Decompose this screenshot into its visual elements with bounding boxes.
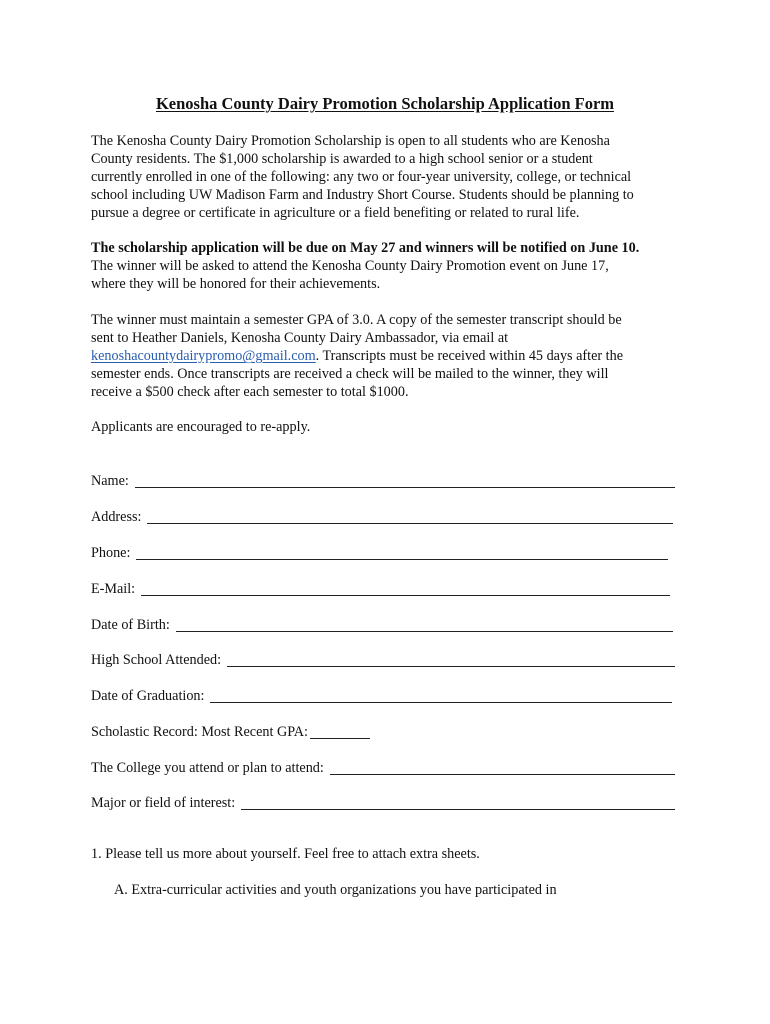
address-field	[91, 506, 673, 526]
intro-line: pursue a degree or certificate in agriculture or a field benefiting or related to rural life.	[91, 205, 580, 221]
intro-paragraph	[91, 132, 691, 222]
gpa-line: sent to Heather Daniels, Kenosha County Dairy Ambassador, via email at	[91, 330, 509, 346]
phone-field	[91, 542, 668, 562]
major-field	[91, 792, 675, 812]
major-input-line[interactable]	[241, 795, 675, 810]
gpa-line: semester ends. Once transcripts are received a check will be mailed to the winner, they will	[91, 366, 609, 382]
due-date-paragraph	[91, 239, 691, 293]
name-field	[91, 470, 675, 490]
graduation-label: Date of Graduation:	[91, 688, 205, 704]
college-input-line[interactable]	[330, 760, 675, 775]
intro-line: currently enrolled in one of the following: any two or four-year university, college, or technical	[91, 169, 632, 185]
email-label: E-Mail:	[91, 581, 136, 597]
due-date-notice: The scholarship application will be due on May 27 and winners will be notified on June 10.	[91, 240, 640, 256]
intro-line: The Kenosha County Dairy Promotion Scholarship is open to all students who are Kenosha	[91, 133, 610, 149]
graduation-field	[91, 685, 672, 705]
college-label: The College you attend or plan to attend:	[91, 760, 324, 776]
college-field	[91, 757, 675, 777]
phone-input-line[interactable]	[136, 545, 668, 560]
address-input-line[interactable]	[147, 509, 673, 524]
gpa-label: Scholastic Record: Most Recent GPA:	[91, 724, 308, 740]
dob-field	[91, 614, 673, 634]
ambassador-email-link[interactable]: kenoshacountydairypromo@gmail.com	[91, 348, 316, 364]
email-input-line[interactable]	[141, 581, 670, 596]
dob-label: Date of Birth:	[91, 617, 170, 633]
reapply-note	[91, 418, 691, 436]
email-field	[91, 578, 670, 598]
due-line: The winner will be asked to attend the Kenosha County Dairy Promotion event on June 17,	[91, 258, 609, 274]
gpa-input-line[interactable]	[310, 724, 370, 739]
gpa-line: receive a $500 check after each semester to total $1000.	[91, 384, 409, 400]
reapply-text: Applicants are encouraged to re-apply.	[91, 419, 311, 435]
gpa-requirement-paragraph	[91, 311, 691, 401]
intro-line: County residents. The $1,000 scholarship is awarded to a high school senior or a student	[91, 151, 593, 167]
address-label: Address:	[91, 509, 142, 525]
question-1a: A. Extra-curricular activities and youth organizations you have participated in	[114, 882, 557, 898]
high-school-field	[91, 649, 675, 669]
question-1: 1. Please tell us more about yourself. Feel free to attach extra sheets.	[91, 846, 480, 862]
gpa-line: The winner must maintain a semester GPA of 3.0. A copy of the semester transcript should be	[91, 312, 622, 328]
graduation-input-line[interactable]	[210, 688, 672, 703]
name-input-line[interactable]	[135, 473, 675, 488]
due-line: where they will be honored for their achievements.	[91, 276, 381, 292]
gpa-line-rest: . Transcripts must be received within 45 days after the	[315, 348, 623, 364]
dob-input-line[interactable]	[176, 617, 673, 632]
high-school-label: High School Attended:	[91, 652, 222, 668]
gpa-field	[91, 721, 370, 741]
phone-label: Phone:	[91, 545, 131, 561]
form-title: Kenosha County Dairy Promotion Scholarship Application Form	[155, 94, 615, 113]
name-label: Name:	[91, 473, 129, 489]
major-label: Major or field of interest:	[91, 795, 236, 811]
high-school-input-line[interactable]	[227, 652, 675, 667]
gpa-line	[91, 347, 691, 365]
intro-line: school including UW Madison Farm and Industry Short Course. Students should be planning to	[91, 187, 634, 203]
